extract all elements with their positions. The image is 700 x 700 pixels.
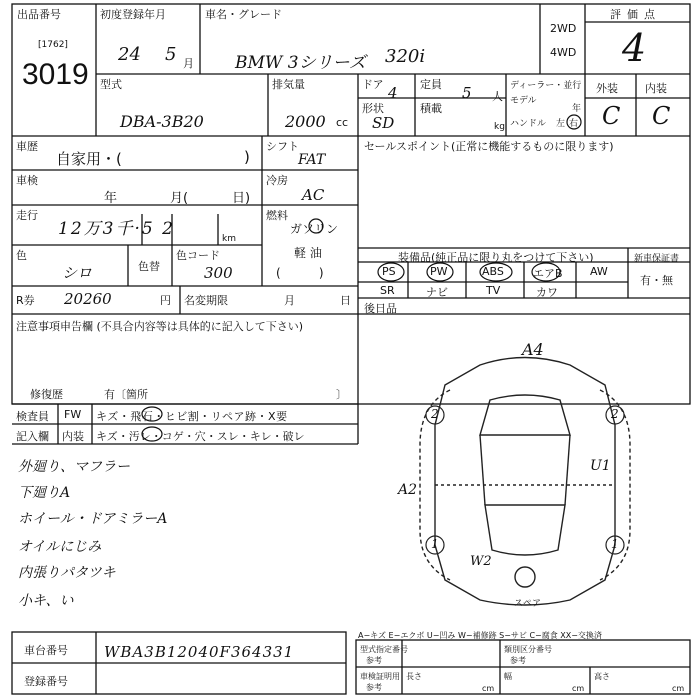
warranty-value: 有・無 [640,274,673,287]
first-reg-label: 初度登録年月 [100,8,166,21]
handwritten-note: オイルにじみ [18,539,102,555]
name-change-day: 日 [340,294,351,307]
inspection-month: 月( [170,191,189,206]
doors: 4 [388,84,398,102]
format-label: 型式指定番号 [360,645,408,654]
yen-unit: 円 [160,294,171,307]
dealer-label: ディーラー・並行 [510,81,582,91]
cert-label: 車検証明用 [360,672,400,681]
height-cm: cm [672,684,685,693]
class-label: 類別区分番号 [504,645,552,654]
exterior-label: 外装 [596,82,618,95]
load-label: 積載 [420,102,442,115]
displacement-unit: cc [336,116,349,129]
damage-mark-a4: A4 [522,340,544,359]
capacity: 5 [462,84,472,102]
shape: SD [372,114,395,132]
equip-airbag: エアB [533,267,563,280]
repair-label: 修復歴 [30,388,63,401]
equip-aw: AW [590,265,608,278]
handle-right: 右 [569,119,579,129]
first-reg-month: 5 [165,44,177,65]
shape-label: 形状 [362,102,384,115]
interior-check-text: キズ・汚レ・コゲ・穴・スレ・キレ・破レ [96,430,305,443]
spare-label: スペア [514,599,542,609]
width-cm: cm [572,684,585,693]
inspector-label-2: 記入欄 [16,430,49,443]
notes-label: 注意事項申告欄 (不具合内容等は具体的に記入して下さい) [16,320,304,333]
usage-value: 自家用・( [56,150,122,168]
color-code: 300 [204,264,233,282]
mileage-label: 走行 [16,209,38,222]
length-cm: cm [482,684,495,693]
lot-number: 3019 [22,58,89,91]
damage-mark-a2: A2 [398,482,418,498]
equip-leather: カワ [536,286,558,299]
handwritten-note: 内張りパタツキ [18,565,116,581]
plate-label: 登録番号 [24,675,68,688]
damage-legend: A−キズ E−エクボ U−凹み W−補修跡 S−サビ C−腐食 XX−交換済 [358,631,602,640]
score: 4 [622,26,647,70]
damage-mark-w2: W2 [470,554,492,569]
first-reg-year: 24 [118,44,141,65]
displacement: 2000 [285,112,326,131]
interior-check-label: 内装 [62,430,84,443]
handwritten-note: 外廻り、マフラー [18,459,130,475]
repair-value: 有〔箇所 [104,388,148,401]
equipment-title: 装備品(純正品に限り丸をつけて下さい) [398,251,594,264]
damage-mark-2-right: 2 [611,407,619,421]
vin-value: WBA3B12040F364331 [104,643,295,661]
name-change-label: 名変期限 [184,294,228,307]
class-reference: 参考 [510,656,526,665]
handle-label: ハンドル [510,119,547,129]
fuel-paren: ( ) [276,266,324,280]
damage-mark-u1: U1 [590,458,611,474]
equip-abs: ABS [482,265,504,278]
score-label: 評価点 [610,8,661,21]
car-name: BMW 3シリーズ [235,53,366,73]
handle-left: 左 [556,119,566,129]
car-diagram [390,345,660,615]
interior-label: 内装 [645,82,667,95]
lot-label: 出品番号 [17,8,61,21]
drive-4wd: 4WD [550,46,577,59]
fuel-gas: ガソリン [290,222,339,236]
mileage-value: 12万3千·5 2 [58,219,175,239]
name-change-month: 月 [284,294,295,307]
cert-reference: 参考 [366,683,382,692]
damage-mark-1-left: 1 [431,537,439,551]
color-change-label: 色替 [138,260,160,273]
usage-close: ) [244,148,250,166]
usage-label: 車歴 [16,140,38,153]
handwritten-note: 下廻りA [18,485,71,501]
load-unit: kg [494,122,505,132]
recycle-value: 20260 [64,290,112,308]
equip-tv: TV [486,284,501,297]
length-label: 長さ [406,672,422,681]
fuel-label: 燃料 [266,209,288,222]
fw-text: キズ・飛石・ヒビ割・リペア跡・X要 [96,410,288,423]
vin-label: 車台番号 [24,644,68,657]
fw-label: FW [64,408,82,421]
damage-mark-1-right: 1 [611,537,619,551]
inspector-label-1: 検査員 [16,410,49,423]
model-code: DBA-3B20 [120,112,204,131]
after-fitted-label: 後日品 [364,302,397,315]
recycle-label: R券 [16,294,35,307]
equip-pw: PW [430,265,448,278]
mileage-unit: km [222,234,236,244]
shift-value: FAT [298,152,326,168]
sales-point-label: セールスポイント(正常に機能するものに限ります) [364,140,614,153]
lot-small: [1762] [38,40,68,50]
doors-label: ドア [362,78,384,91]
damage-mark-2-left: 2 [431,407,439,421]
fuel-light: 軽 油 [294,246,322,260]
equip-navi: ナビ [426,286,448,299]
month-unit: 月 [183,57,194,70]
year-unit: 年 [572,104,582,114]
inspection-year: 年 [104,191,118,206]
displacement-label: 排気量 [272,78,305,91]
ac-value: AC [302,186,325,204]
model-year-label: モデル [510,96,537,106]
inspection-day: 日) [232,191,251,206]
interior-grade: C [652,102,671,130]
warranty-label: 新車保証書 [634,254,680,264]
exterior-grade: C [602,102,621,130]
capacity-unit: 人 [492,90,503,103]
ac-label: 冷房 [266,174,288,187]
drive-2wd: 2WD [550,22,577,35]
repair-close: 〕 [336,388,347,401]
color-code-label: 色コード [176,249,220,262]
color-value: シロ [62,264,93,282]
capacity-label: 定員 [420,78,442,91]
color-label: 色 [16,249,27,262]
equip-sr: SR [380,284,395,297]
shift-label: シフト [266,140,299,153]
inspection-label: 車検 [16,174,38,187]
handwritten-note: ホイール・ドアミラーA [18,511,168,527]
car-name-label: 車名・グレード [205,8,282,21]
handwritten-note: 小キ、い [18,593,74,609]
model-label: 型式 [100,78,122,91]
height-label: 高さ [594,672,610,681]
width-label: 幅 [504,672,512,681]
format-reference: 参考 [366,656,382,665]
equip-ps: PS [382,265,396,278]
grade: 320i [385,46,426,67]
